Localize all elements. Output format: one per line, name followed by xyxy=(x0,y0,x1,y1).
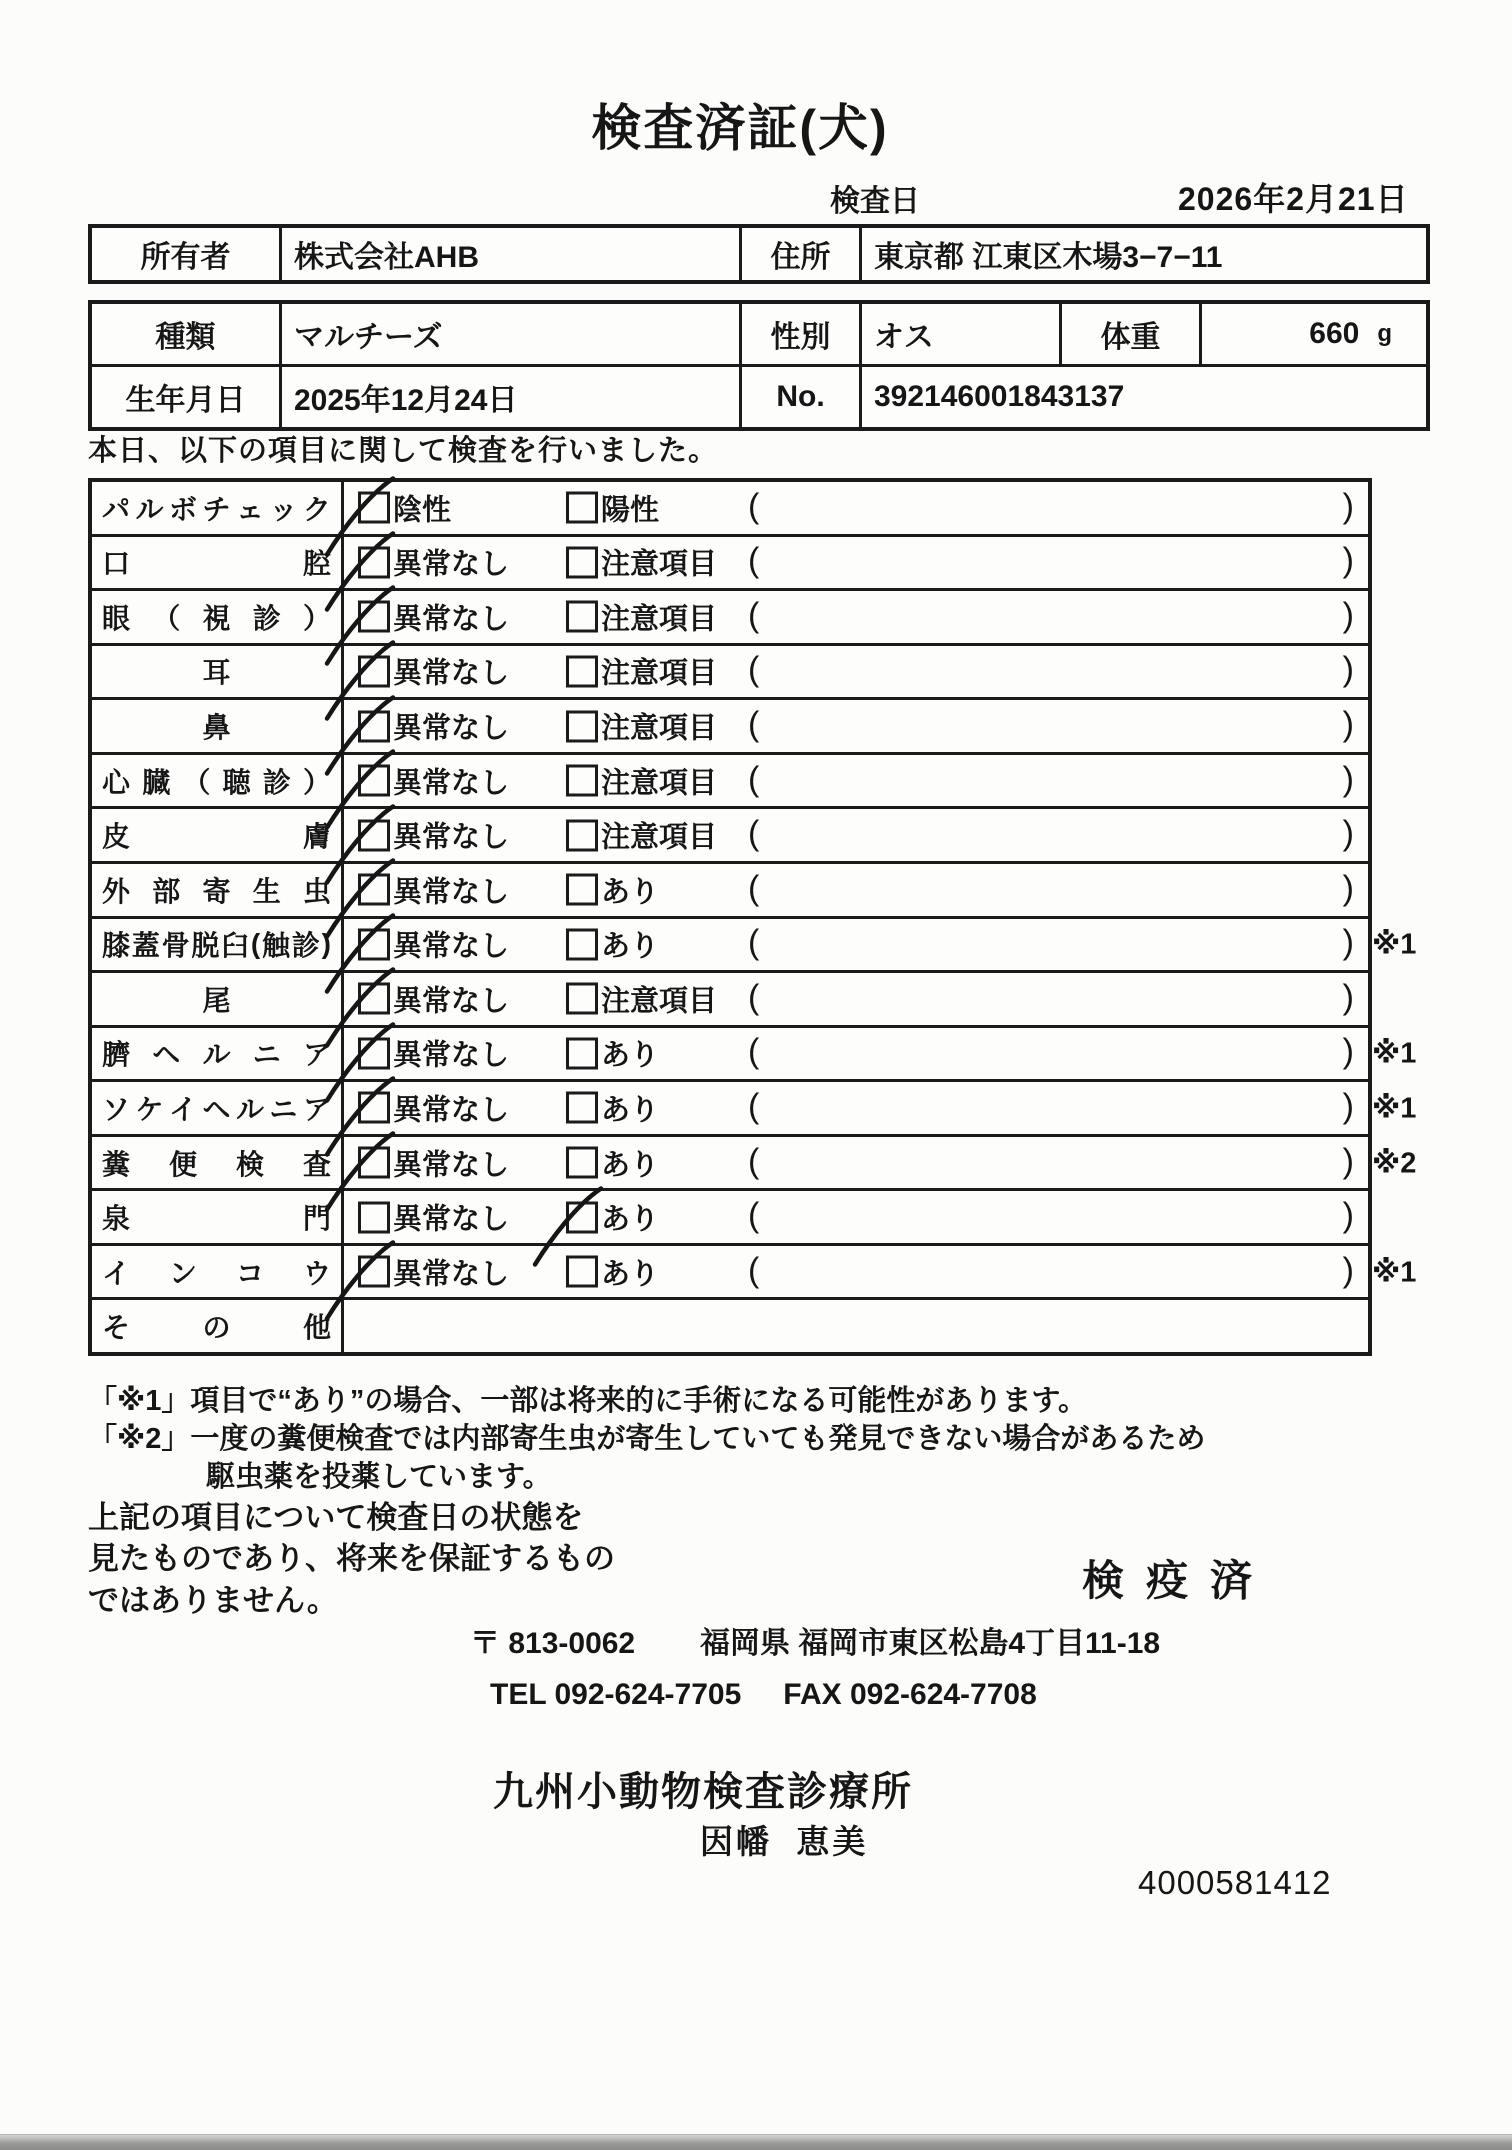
option-2 xyxy=(566,1142,659,1183)
checkbox xyxy=(566,655,598,687)
disclaimer-line-1: 上記の項目について検査日の状態を xyxy=(88,1500,584,1535)
paren-open: ( xyxy=(748,1142,760,1181)
paren-close: ) xyxy=(1342,814,1354,853)
option-1-label: 異常なし xyxy=(393,876,510,909)
address-value: 東京都 江東区木場3−7−11 xyxy=(874,241,1223,274)
option-2-label: あり xyxy=(601,1258,660,1291)
checkbox xyxy=(358,492,390,524)
birthdate-value: 2025年12月24日 xyxy=(282,367,742,427)
option-1 xyxy=(358,1087,509,1128)
checklist-row xyxy=(92,700,1368,755)
footnote-2: 「※2」一度の糞便検査では内部寄生虫が寄生していても発見できない場合があるため xyxy=(88,1423,1206,1455)
paren-open: ( xyxy=(748,814,760,853)
checkbox xyxy=(566,710,598,742)
row-note: ※1 xyxy=(1372,1256,1417,1289)
paren-open: ( xyxy=(748,596,760,635)
option-1 xyxy=(358,1251,509,1292)
checklist-item-label: 尾 xyxy=(92,973,344,1025)
row-note: ※1 xyxy=(1372,928,1417,961)
option-2-label: あり xyxy=(601,1039,660,1072)
pet-table xyxy=(88,300,1430,431)
paren-close: ) xyxy=(1342,1251,1354,1290)
paren-open: ( xyxy=(748,1033,760,1072)
row-note: ※1 xyxy=(1372,1037,1417,1070)
checkbox xyxy=(358,1147,390,1179)
owner-value: 株式会社AHB xyxy=(282,228,742,280)
checklist-row xyxy=(92,1300,1368,1352)
paren-open: ( xyxy=(748,705,760,744)
disclaimer-line-2: 見たものであり、将来を保証するもの xyxy=(88,1541,615,1576)
sex-label: 性別 xyxy=(742,304,862,364)
option-1 xyxy=(358,706,509,747)
checklist-item-label: 膝 蓋 骨 脱 臼 ( 触 診 ) xyxy=(92,919,344,971)
option-2-label: 注意項目 xyxy=(601,712,718,745)
paren-close: ) xyxy=(1342,1033,1354,1072)
option-1-label: 異常なし xyxy=(393,1149,510,1182)
owner-table xyxy=(88,224,1430,284)
checkbox xyxy=(566,546,598,578)
checkbox xyxy=(358,928,390,960)
paren-close: ) xyxy=(1342,978,1354,1017)
paren-open: ( xyxy=(748,869,760,908)
checkbox xyxy=(566,1256,598,1288)
checkbox xyxy=(566,492,598,524)
checkbox xyxy=(566,765,598,797)
checklist-row xyxy=(92,1082,1417,1137)
inspection-date-value: 2026年2月21日 xyxy=(1178,181,1409,217)
option-2-label: あり xyxy=(601,1149,660,1182)
paren-close: ) xyxy=(1342,760,1354,799)
serial-number: 4000581412 xyxy=(1138,1864,1332,1901)
checklist-item-label: 泉 門 xyxy=(92,1191,344,1243)
checkbox xyxy=(358,874,390,906)
option-1-label: 異常なし xyxy=(393,767,510,800)
address-label: 住所 xyxy=(742,228,862,280)
checklist-item-label: 鼻 xyxy=(92,700,344,752)
option-1 xyxy=(358,596,509,637)
option-2 xyxy=(566,924,659,965)
option-1-label: 異常なし xyxy=(393,1203,510,1236)
option-1 xyxy=(358,760,509,801)
checkbox xyxy=(566,1147,598,1179)
checkbox xyxy=(358,765,390,797)
checkbox xyxy=(566,819,598,851)
checkbox xyxy=(566,983,598,1015)
pet-row-2 xyxy=(92,367,1426,427)
checklist-row xyxy=(92,864,1368,919)
checklist-table xyxy=(88,478,1417,1356)
weight-label: 体重 xyxy=(1062,304,1202,364)
option-2 xyxy=(566,542,717,583)
clinic-postal-code: 〒 813-0062 xyxy=(470,1627,636,1660)
clinic-name: 九州小動物検査診療所 xyxy=(493,1770,913,1814)
checkbox xyxy=(358,819,390,851)
option-2 xyxy=(566,1087,659,1128)
no-value: 392146001843137 xyxy=(874,380,1125,413)
checklist-item-label: 臍 ヘ ル ニ ア xyxy=(92,1028,344,1080)
checklist-item-label: ソ ケ イ ヘ ル ニ ア xyxy=(92,1082,344,1134)
option-2-label: 陽性 xyxy=(601,494,660,527)
option-2 xyxy=(566,651,717,692)
paren-close: ) xyxy=(1342,651,1354,690)
option-1-label: 異常なし xyxy=(393,985,510,1018)
checkbox xyxy=(358,983,390,1015)
option-2-label: 注意項目 xyxy=(601,767,718,800)
weight-value-cell xyxy=(1202,304,1426,364)
option-1-label: 異常なし xyxy=(393,1094,510,1127)
checklist-item-label: 眼 （ 視 診 ） xyxy=(92,591,344,643)
checklist-row xyxy=(92,973,1368,1028)
owner-label: 所有者 xyxy=(92,228,282,280)
paren-open: ( xyxy=(748,487,760,526)
footnote-2-continued: 駆虫薬を投薬しています。 xyxy=(206,1461,552,1493)
checkbox xyxy=(358,1256,390,1288)
paren-open: ( xyxy=(748,1251,760,1290)
checklist-row xyxy=(92,1246,1417,1301)
paren-close: ) xyxy=(1342,1196,1354,1235)
checkbox xyxy=(358,1037,390,1069)
option-1 xyxy=(358,815,509,856)
option-2 xyxy=(566,978,717,1019)
option-2 xyxy=(566,706,717,747)
no-label: No. xyxy=(742,367,862,427)
checklist-item-label: 耳 xyxy=(92,646,344,698)
checkbox xyxy=(358,1201,390,1233)
scan-edge-shadow xyxy=(0,2134,1512,2150)
option-2 xyxy=(566,1033,659,1074)
checklist-row xyxy=(92,482,1368,537)
paren-close: ) xyxy=(1342,596,1354,635)
option-1 xyxy=(358,978,509,1019)
checkbox xyxy=(358,546,390,578)
option-2-label: 注意項目 xyxy=(601,985,718,1018)
checklist-row xyxy=(92,1028,1417,1083)
checkbox xyxy=(358,710,390,742)
option-2-label: 注意項目 xyxy=(601,657,718,690)
checkbox xyxy=(566,1037,598,1069)
paren-open: ( xyxy=(748,1087,760,1126)
checklist-item-label: 皮 膚 xyxy=(92,809,344,861)
option-2-label: 注意項目 xyxy=(601,821,718,854)
paren-open: ( xyxy=(748,542,760,581)
footnote-1: 「※1」項目で“あり”の場合、一部は将来的に手術になる可能性があります。 xyxy=(88,1385,1088,1417)
checklist-row xyxy=(92,537,1368,592)
checklist-item-label: イ ン コ ウ xyxy=(92,1246,344,1298)
paren-open: ( xyxy=(748,924,760,963)
clinic-tel-fax xyxy=(490,1678,1037,1712)
paren-close: ) xyxy=(1342,487,1354,526)
paren-close: ) xyxy=(1342,1087,1354,1126)
checkbox xyxy=(358,655,390,687)
option-1 xyxy=(358,1033,509,1074)
clinic-fax: FAX 092-624-7708 xyxy=(783,1678,1037,1711)
option-2 xyxy=(566,869,659,910)
paren-close: ) xyxy=(1342,924,1354,963)
breed-value: マルチーズ xyxy=(282,304,742,364)
paren-open: ( xyxy=(748,760,760,799)
veterinarian-name: 因幡 恵美 xyxy=(700,1823,869,1860)
option-1-label: 異常なし xyxy=(393,657,510,690)
option-1-label: 異常なし xyxy=(393,1039,510,1072)
option-1-label: 異常なし xyxy=(393,821,510,854)
paren-close: ) xyxy=(1342,542,1354,581)
birthdate-label: 生年月日 xyxy=(92,367,282,427)
checklist-row xyxy=(92,1191,1368,1246)
clinic-tel: TEL 092-624-7705 xyxy=(490,1678,742,1711)
option-2-label: あり xyxy=(601,1203,660,1236)
checkbox xyxy=(566,1201,598,1233)
paren-close: ) xyxy=(1342,1142,1354,1181)
checklist-row xyxy=(92,809,1368,864)
checklist-row xyxy=(92,1137,1417,1192)
checkbox xyxy=(566,874,598,906)
option-2-label: 注意項目 xyxy=(601,548,718,581)
checklist-item-label: 外 部 寄 生 虫 xyxy=(92,864,344,916)
weight-unit: g xyxy=(1377,320,1392,347)
option-2-label: あり xyxy=(601,876,660,909)
checklist-item-label: 糞 便 検 査 xyxy=(92,1137,344,1189)
inspection-date-label: 検査日 xyxy=(830,185,920,218)
option-1-label: 異常なし xyxy=(393,1258,510,1291)
checklist-row xyxy=(92,646,1368,701)
option-2 xyxy=(566,1251,659,1292)
option-2 xyxy=(566,596,717,637)
option-1 xyxy=(358,1197,509,1238)
sex-value: オス xyxy=(862,304,1062,364)
checklist-row xyxy=(92,755,1368,810)
weight-value: 660 xyxy=(1309,317,1360,350)
pet-row-1 xyxy=(92,304,1426,367)
row-note: ※2 xyxy=(1372,1147,1417,1180)
option-1 xyxy=(358,869,509,910)
checkbox xyxy=(566,1092,598,1124)
paren-open: ( xyxy=(748,651,760,690)
option-2 xyxy=(566,760,717,801)
checklist-item-label: そ の 他 xyxy=(92,1300,344,1352)
disclaimer-line-3: ではありません。 xyxy=(88,1583,338,1618)
page-title: 検査済証(犬) xyxy=(591,100,889,156)
checkbox xyxy=(358,1092,390,1124)
paren-close: ) xyxy=(1342,869,1354,908)
option-1-label: 陰性 xyxy=(393,494,452,527)
option-2-label: あり xyxy=(601,930,660,963)
checklist-item-label: 心 臓 （ 聴 診 ） xyxy=(92,755,344,807)
option-1-label: 異常なし xyxy=(393,603,510,636)
option-1 xyxy=(358,542,509,583)
checklist-item-label: 口 腔 xyxy=(92,537,344,589)
checklist-item-label: パ ル ボ チ ェ ッ ク xyxy=(92,482,344,534)
breed-label: 種類 xyxy=(92,304,282,364)
quarantine-stamp-text: 検疫済 xyxy=(1082,1557,1275,1604)
paren-open: ( xyxy=(748,1196,760,1235)
checkbox xyxy=(566,928,598,960)
option-2 xyxy=(566,487,659,528)
checkbox xyxy=(566,601,598,633)
checklist-row xyxy=(92,591,1368,646)
intro-text: 本日、以下の項目に関して検査を行いました。 xyxy=(88,435,719,467)
paren-open: ( xyxy=(748,978,760,1017)
option-1-label: 異常なし xyxy=(393,712,510,745)
row-note: ※1 xyxy=(1372,1092,1417,1125)
clinic-address: 福岡県 福岡市東区松島4丁目11-18 xyxy=(700,1627,1161,1660)
option-2 xyxy=(566,1197,659,1238)
option-1 xyxy=(358,487,451,528)
option-1 xyxy=(358,924,509,965)
option-1 xyxy=(358,651,509,692)
option-2 xyxy=(566,815,717,856)
option-2-label: あり xyxy=(601,1094,660,1127)
checklist-row xyxy=(92,919,1417,974)
option-1-label: 異常なし xyxy=(393,930,510,963)
checkbox xyxy=(358,601,390,633)
option-2-label: 注意項目 xyxy=(601,603,718,636)
option-1-label: 異常なし xyxy=(393,548,510,581)
option-1 xyxy=(358,1142,509,1183)
paren-close: ) xyxy=(1342,705,1354,744)
owner-row xyxy=(92,228,1426,280)
